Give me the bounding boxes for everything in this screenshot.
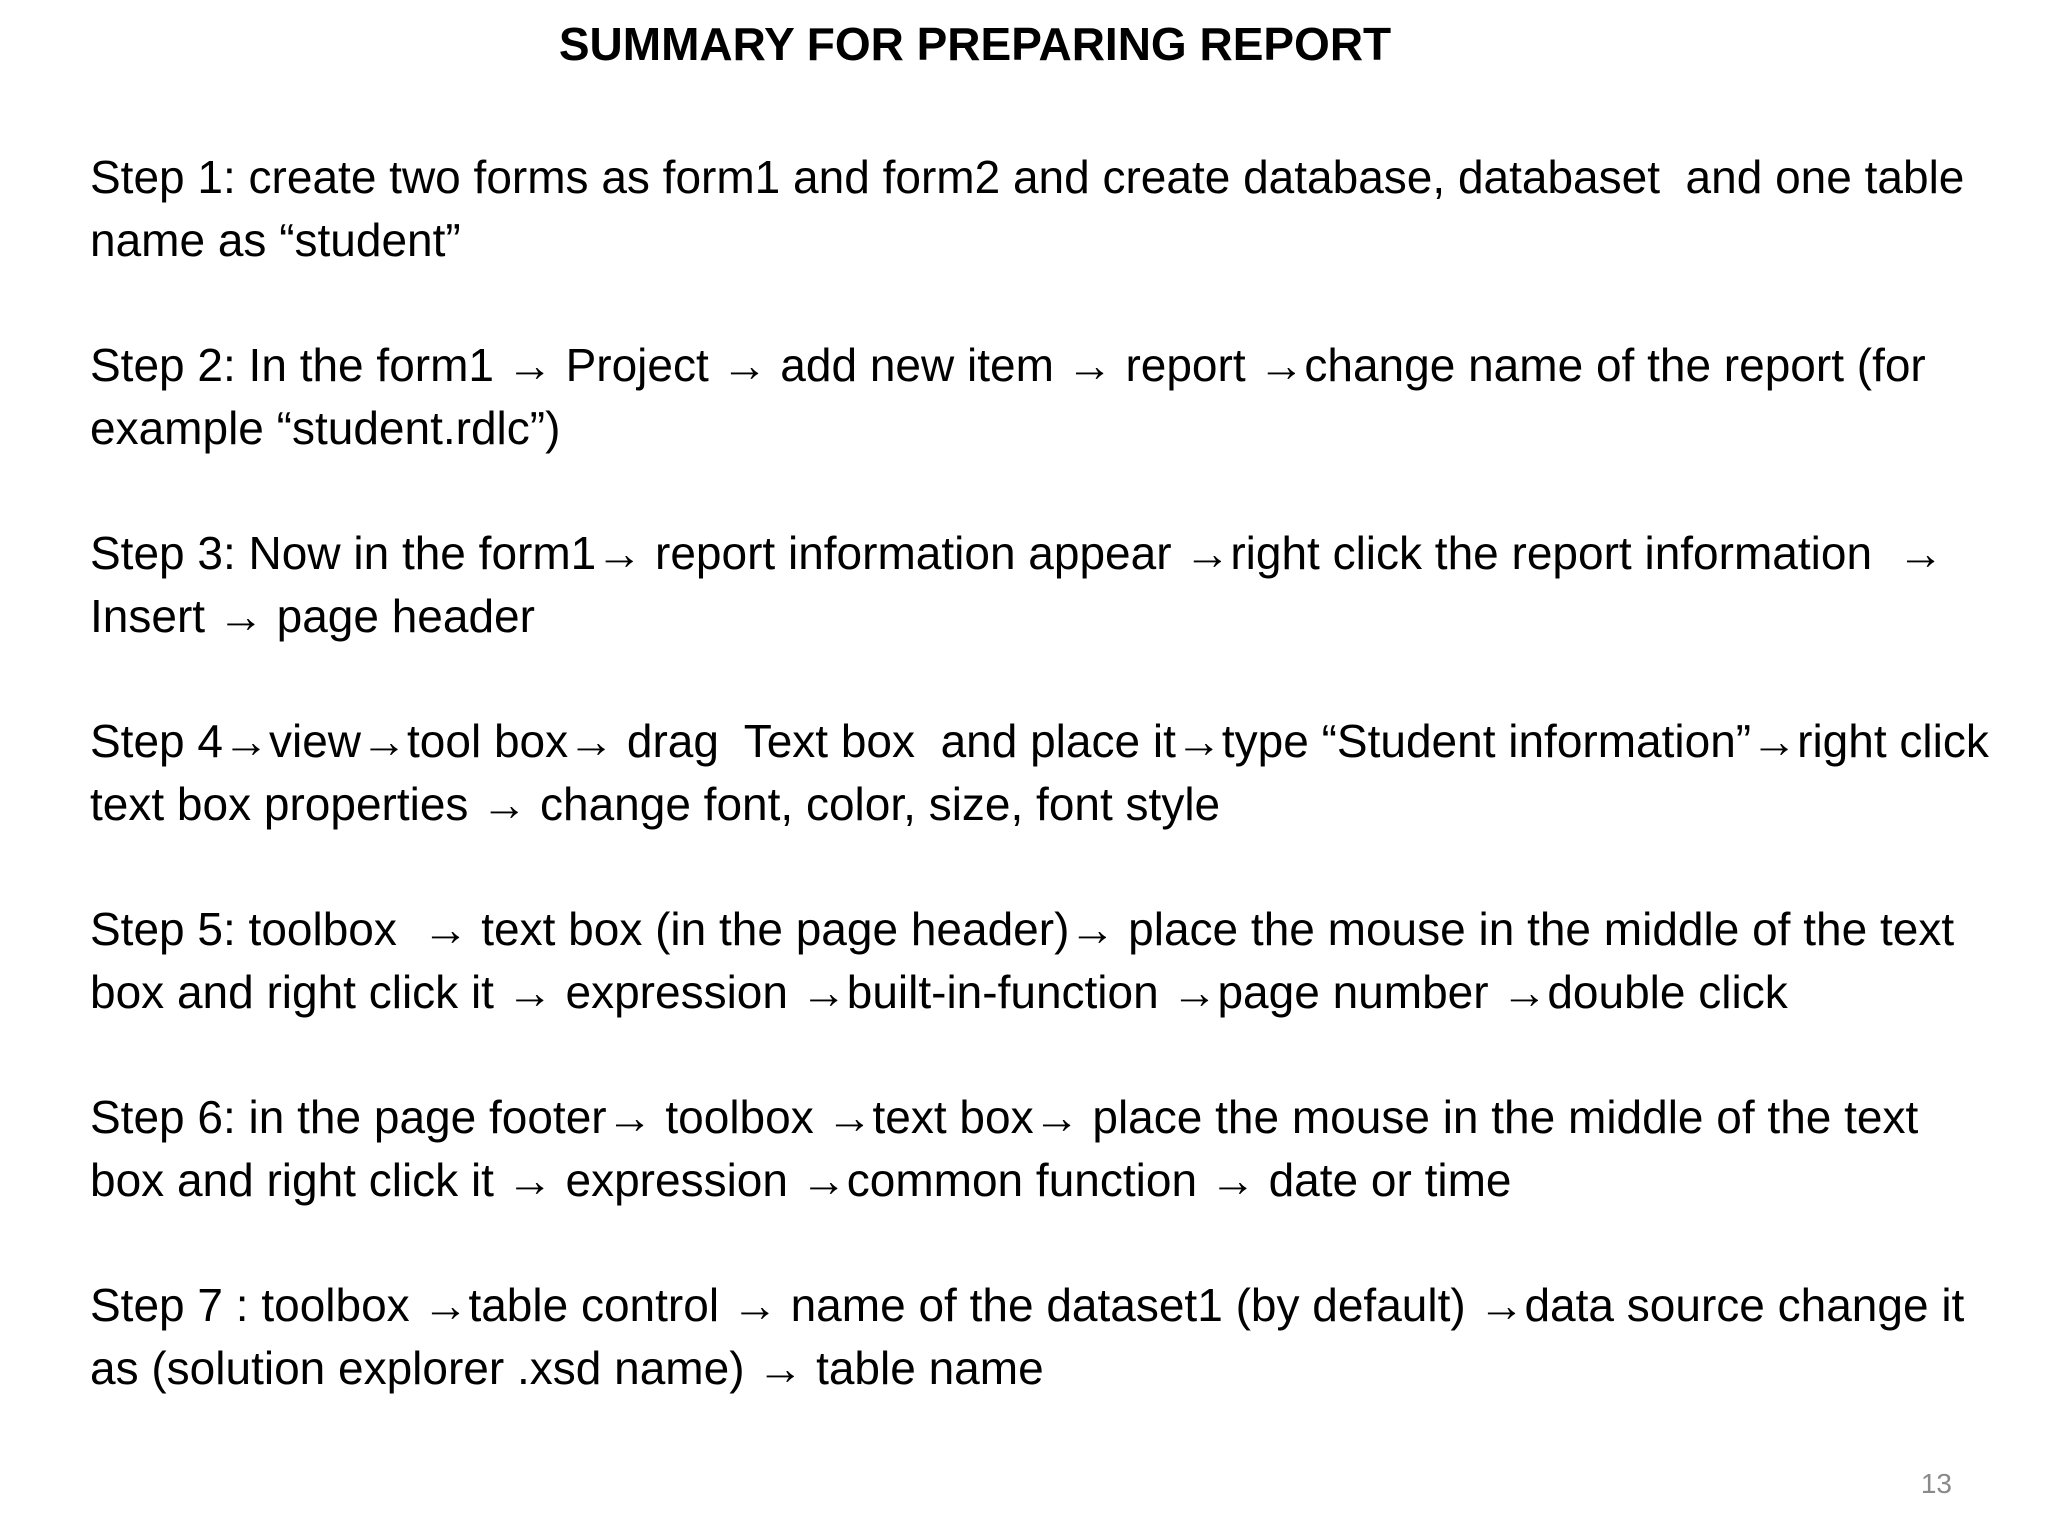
page-number: 13 [1920,1468,1952,1499]
step-5: Step 5: toolbox → text box (in the page header)→ place the mouse in the middle of the text box and right click it → expression →built-in-function →page number →double click [90,903,1967,1018]
step-6: Step 6: in the page footer→ toolbox →text box→ place the mouse in the middle of the text box and right click it → expression →common function → date or time [90,1091,1932,1206]
step-1: Step 1: create two forms as form1 and form2 and create database, databaset and one table name as “student” [90,151,1978,266]
step-2: Step 2: In the form1 → Project → add new item → report →change name of the report (for example “student.rdlc”) [90,339,1939,454]
step-4: Step 4→view→tool box→ drag Text box and place it→type “Student information”→right click text box properties → change font, color, size, font style [90,715,2002,830]
step-7: Step 7 : toolbox →table control → name of the dataset1 (by default) →data source change it as (solution explorer .xsd name) → table name [90,1279,1978,1394]
steps-list [90,146,2002,1462]
step-3: Step 3: Now in the form1→ report information appear →right click the report information → Insert → page header [90,527,1957,642]
slide-title: SUMMARY FOR PREPARING REPORT [558,18,1392,70]
